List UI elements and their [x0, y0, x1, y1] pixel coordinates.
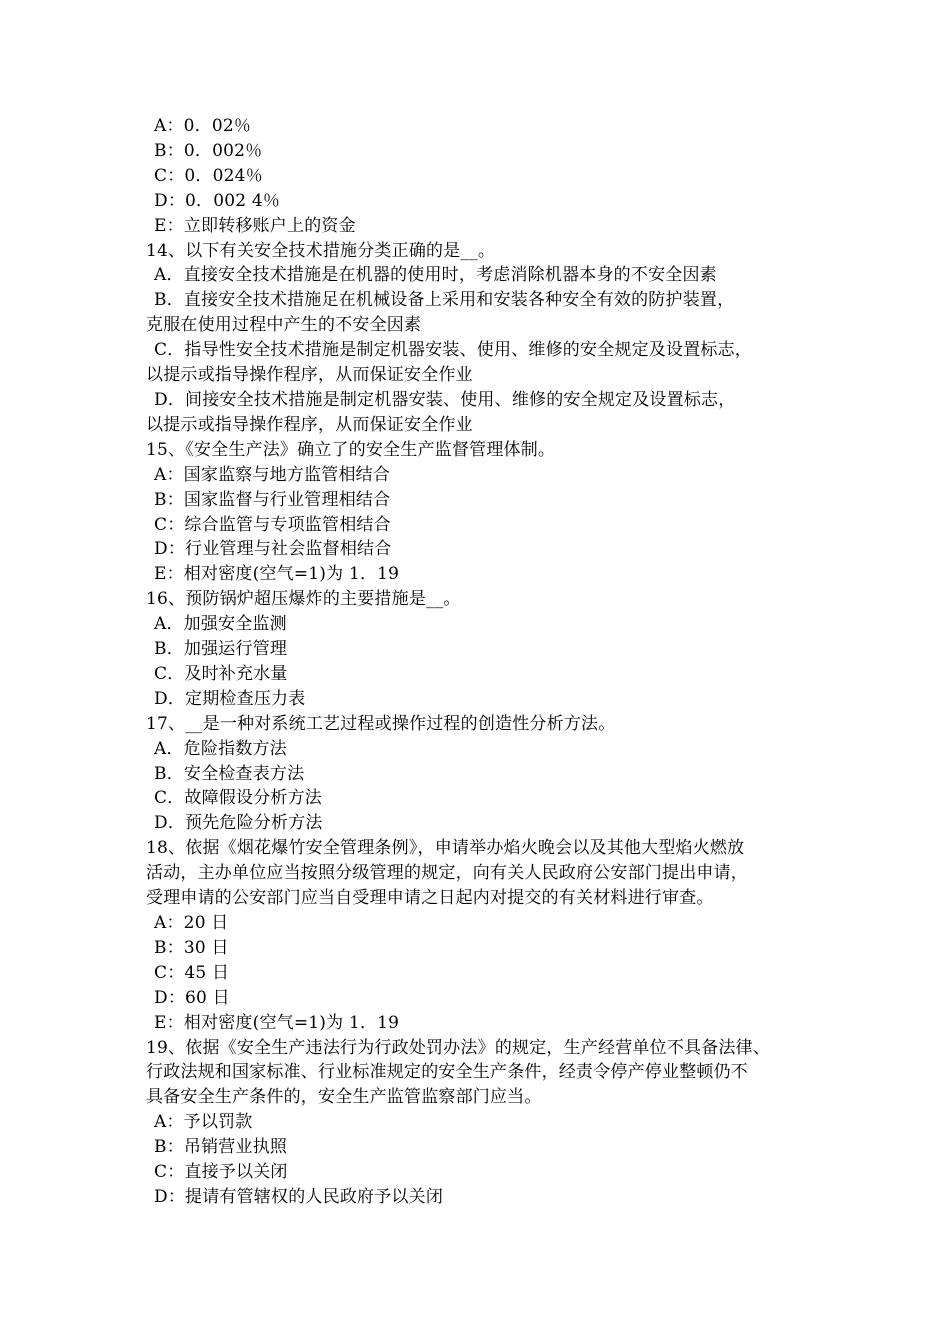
option-line: B．加强运行管理 [154, 639, 288, 660]
option-line: C．及时补充水量 [154, 663, 288, 684]
option-line: C：0．024％ [154, 165, 263, 186]
option-line: A．加强安全监测 [154, 614, 287, 635]
continuation-line: 以提示或指导操作程序，从而保证安全作业 [146, 414, 473, 435]
question-18: 18、依据《烟花爆竹安全管理条例》，申请举办焰火晚会以及其他大型焰火燃放 [146, 838, 745, 859]
option-line: D：提请有管辖权的人民政府予以关闭 [154, 1186, 444, 1207]
option-line: A．直接安全技术措施是在机器的使用时，考虑消除机器本身的不安全因素 [154, 265, 717, 286]
continuation-line: 以提示或指导操作程序，从而保证安全作业 [146, 365, 473, 386]
continuation-line: 克服在使用过程中产生的不安全因素 [146, 315, 422, 336]
continuation-line: 活动，主办单位应当按照分级管理的规定，向有关人民政府公安部门提出申请， [146, 863, 748, 884]
option-line: D：行业管理与社会监督相结合 [154, 539, 392, 560]
option-line: A：国家监察与地方监管相结合 [154, 464, 391, 485]
question-17: 17、__是一种对系统工艺过程或操作过程的创造性分析方法。 [146, 713, 616, 734]
option-line: D．定期检查压力表 [154, 688, 306, 709]
option-line: A：20 日 [154, 913, 229, 933]
question-16: 16、预防锅炉超压爆炸的主要措施是__。 [146, 589, 461, 610]
option-line: B．安全检查表方法 [154, 763, 305, 784]
option-line: D．间接安全技术措施是制定机器安装、使用、维修的安全规定及设置标志， [154, 389, 736, 410]
question-14: 14、以下有关安全技术措施分类正确的是__。 [146, 240, 496, 261]
option-line: C：直接予以关闭 [154, 1162, 288, 1183]
question-15: 15、《安全生产法》确立了的安全生产监督管理体制。 [146, 439, 556, 460]
option-line: C：综合监管与专项监管相结合 [154, 514, 391, 535]
option-line: C：45 日 [154, 962, 230, 983]
document-page [146, 114, 810, 1210]
option-line: D：60 日 [154, 987, 230, 1008]
option-line: D：0．002 4％ [154, 190, 281, 211]
option-line: B：0．002％ [154, 140, 263, 161]
option-line: B：30 日 [154, 937, 229, 958]
option-line: E：相对密度(空气=1)为 1．19 [154, 564, 400, 585]
continuation-line: 具备安全生产条件的，安全生产监管监察部门应当。 [146, 1087, 542, 1108]
option-line: B：吊销营业执照 [154, 1137, 288, 1158]
option-line: A：0．02％ [154, 116, 252, 136]
question-19: 19、依据《安全生产违法行为行政处罚办法》的规定，生产经营单位不具备法律、 [146, 1037, 771, 1058]
option-line: A．危险指数方法 [154, 738, 287, 759]
option-line: D．预先危险分析方法 [154, 813, 323, 834]
option-line: E：立即转移账户上的资金 [154, 215, 356, 236]
option-line: E：相对密度(空气=1)为 1．19 [154, 1012, 400, 1033]
option-line: A：予以罚款 [154, 1112, 253, 1133]
continuation-line: 受理申请的公安部门应当自受理申请之日起内对提交的有关材料进行审查。 [146, 888, 714, 909]
option-line: C．指导性安全技术措施是制定机器安装、使用、维修的安全规定及设置标志， [154, 340, 753, 361]
continuation-line: 行政法规和国家标准、行业标准规定的安全生产条件，经责令停产停业整顿仍不 [146, 1062, 748, 1083]
option-line: C．故障假设分析方法 [154, 788, 323, 809]
option-line: B：国家监督与行业管理相结合 [154, 489, 391, 510]
option-line: B．直接安全技术措施足在机械设备上采用和安装各种安全有效的防护装置， [154, 290, 735, 311]
